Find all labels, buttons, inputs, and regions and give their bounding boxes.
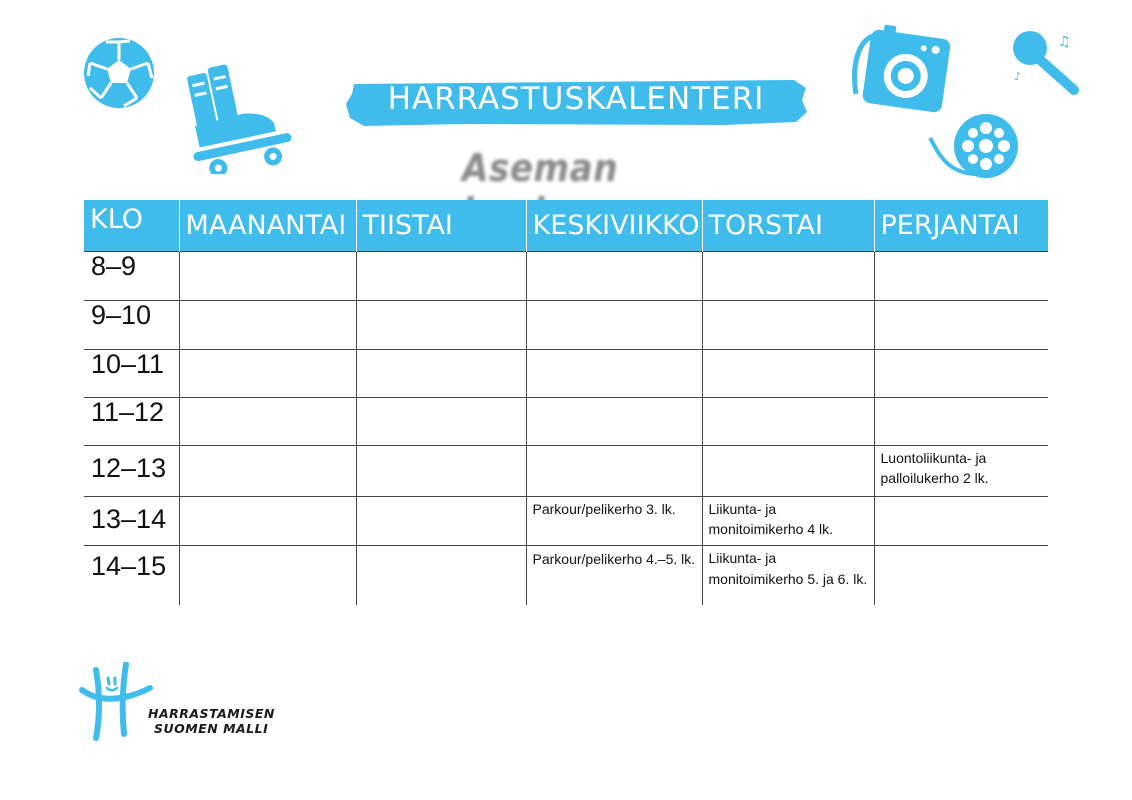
time-cell: 9–10 — [84, 301, 179, 350]
schedule-cell — [874, 350, 1048, 398]
schedule-table — [84, 200, 1048, 605]
schedule-cell — [874, 398, 1048, 446]
schedule-cell — [179, 497, 356, 546]
schedule-cell — [526, 350, 702, 398]
camera-icon — [850, 24, 954, 116]
schedule-cell — [874, 301, 1048, 350]
schedule-cell — [526, 252, 702, 301]
schedule-cell — [179, 446, 356, 497]
schedule-cell — [526, 398, 702, 446]
table-row — [84, 252, 1048, 301]
schedule-cell — [702, 350, 874, 398]
svg-text:♪: ♪ — [1014, 70, 1022, 83]
logo-text-line1: HARRASTAMISEN — [148, 706, 275, 721]
time-cell: 12–13 — [84, 446, 179, 497]
schedule-cell — [356, 446, 526, 497]
schedule-cell — [702, 398, 874, 446]
schedule-cell — [874, 546, 1048, 605]
harrastamisen-logo-icon — [78, 662, 154, 742]
school-name: Aseman — [462, 146, 619, 190]
schedule-cell — [179, 301, 356, 350]
schedule-cell: Liikunta- ja monitoimikerho 4 lk. — [702, 497, 874, 546]
table-row — [84, 446, 1048, 497]
schedule-cell — [874, 252, 1048, 301]
column-header-wednesday: KESKIVIIKKO — [526, 200, 702, 252]
logo-text-line2: SUOMEN MALLI — [154, 721, 269, 736]
roller-skate-icon — [186, 58, 298, 174]
schedule-cell — [179, 252, 356, 301]
time-cell: 10–11 — [84, 350, 179, 398]
time-cell: 13–14 — [84, 497, 179, 546]
schedule-cell: Luontoliikunta- ja palloilukerho 2 lk. — [874, 446, 1048, 497]
header-row — [84, 200, 1048, 252]
table-row — [84, 398, 1048, 446]
schedule-cell — [356, 497, 526, 546]
table-row — [84, 546, 1048, 605]
schedule-cell — [356, 546, 526, 605]
schedule-cell: Liikunta- ja monitoimikerho 5. ja 6. lk. — [702, 546, 874, 605]
schedule-cell — [179, 546, 356, 605]
schedule-cell — [526, 301, 702, 350]
schedule-cell — [874, 497, 1048, 546]
time-cell: 11–12 — [84, 398, 179, 446]
time-cell: 14–15 — [84, 546, 179, 605]
schedule-cell — [702, 446, 874, 497]
schedule-cell — [702, 301, 874, 350]
table-row — [84, 497, 1048, 546]
column-header-tuesday: TIISTAI — [356, 200, 526, 252]
schedule-cell: Parkour/pelikerho 3. lk. — [526, 497, 702, 546]
microphone-icon — [1010, 28, 1082, 98]
schedule-cell: Parkour/pelikerho 4.–5. lk. — [526, 546, 702, 605]
column-header-monday: MAANANTAI — [179, 200, 356, 252]
schedule-cell — [526, 446, 702, 497]
table-row — [84, 350, 1048, 398]
svg-text:♫: ♫ — [1058, 34, 1071, 50]
table-row — [84, 301, 1048, 350]
schedule-cell — [702, 252, 874, 301]
schedule-cell — [179, 350, 356, 398]
schedule-cell — [356, 301, 526, 350]
column-header-friday: PERJANTAI — [874, 200, 1048, 252]
column-header-thursday: TORSTAI — [702, 200, 874, 252]
schedule-cell — [356, 350, 526, 398]
schedule-cell — [356, 252, 526, 301]
time-cell: 8–9 — [84, 252, 179, 301]
schedule-cell — [179, 398, 356, 446]
schedule-cell — [356, 398, 526, 446]
football-icon — [82, 36, 156, 110]
film-reel-icon — [928, 112, 1020, 182]
column-header-time: KLO — [84, 200, 179, 252]
page-title: HARRASTUSKALENTERI — [387, 81, 765, 117]
title-banner — [344, 78, 808, 136]
